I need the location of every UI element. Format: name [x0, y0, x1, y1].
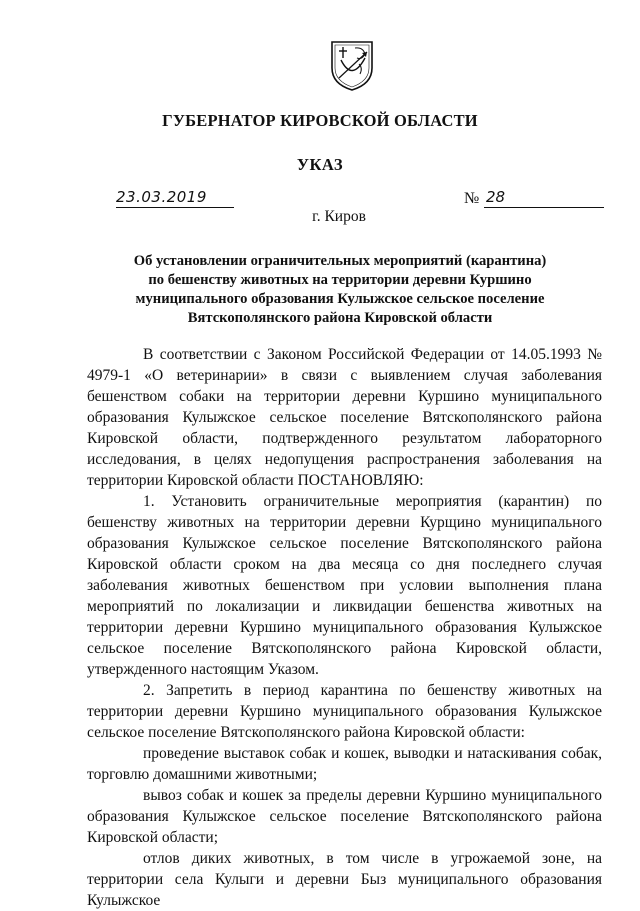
clause-2-item-export: вывоз собак и кошек за пределы деревни Куршино муниципального образования Кулыжское сельское поселение Вятскополянского района Кировской области; [87, 787, 602, 846]
preamble-paragraph: В соответствии с Законом Российской Федерации от 14.05.1993 № 4979-1 «О ветеринарии» в связи с выявлением случая заболевания бешенством собаки на территории деревни Куршино муниципального образования Кулыжское сельское поселение Вятскополянского района Кировской области, подтвержденного результатом лабораторного исследования, в целях недопущения распространения заболевания на территории Кировской области ПОСТАНОВЛЯЮ: [87, 346, 602, 489]
document-title [110, 252, 570, 328]
kirov-coat-of-arms-icon [329, 38, 375, 92]
title-line: по бешенству животных на территории деревни Куршино [148, 272, 532, 288]
clause-2-item-exhibitions: проведение выставок собак и кошек, выводки и натаскивания собак, торговлю домашними животными; [87, 745, 602, 783]
title-line: Вятскополянского района Кировской области [187, 310, 493, 326]
issuing-authority: ГУБЕРНАТОР КИРОВСКОЙ ОБЛАСТИ [162, 111, 478, 130]
clause-2-item-trapping: отлов диких животных, в том числе в угрожаемой зоне, на территории села Кулыги и деревни Быз муниципального образования Кулыжское [87, 850, 602, 909]
clause-1-paragraph: 1. Установить ограничительные мероприятия (карантин) по бешенству животных на территории деревни Курщино муниципального образования Кулыжское сельское поселение Вятскополянского района Кировской области сроком на два месяца со дня последнего случая заболевания животных бешенством при условии выполнения плана мероприятий по локализации и ликвидации бешенства животных на территории деревни Куршино муниципального образования Кулыжское сельское поселение Вятскополянского района Кировской области, утвержденного настоящим Указом. [87, 493, 602, 678]
clause-2-paragraph: 2. Запретить в период карантина по бешенству животных на территории деревни Куршино муниципального образования Кулыжское сельское поселение Вятскополянского района Кировской области: [87, 682, 602, 741]
document-body [87, 344, 602, 911]
document-number-label: № [464, 190, 480, 207]
title-line: муниципального образования Кулыжское сельское поселение [135, 291, 545, 307]
title-line: Об установлении ограничительных мероприятий (карантина) [133, 253, 547, 269]
document-date: 23.03.2019 [116, 188, 234, 208]
document-number: 28 [484, 188, 604, 208]
document-city: г. Киров [312, 208, 366, 225]
document-type: УКАЗ [296, 155, 344, 174]
